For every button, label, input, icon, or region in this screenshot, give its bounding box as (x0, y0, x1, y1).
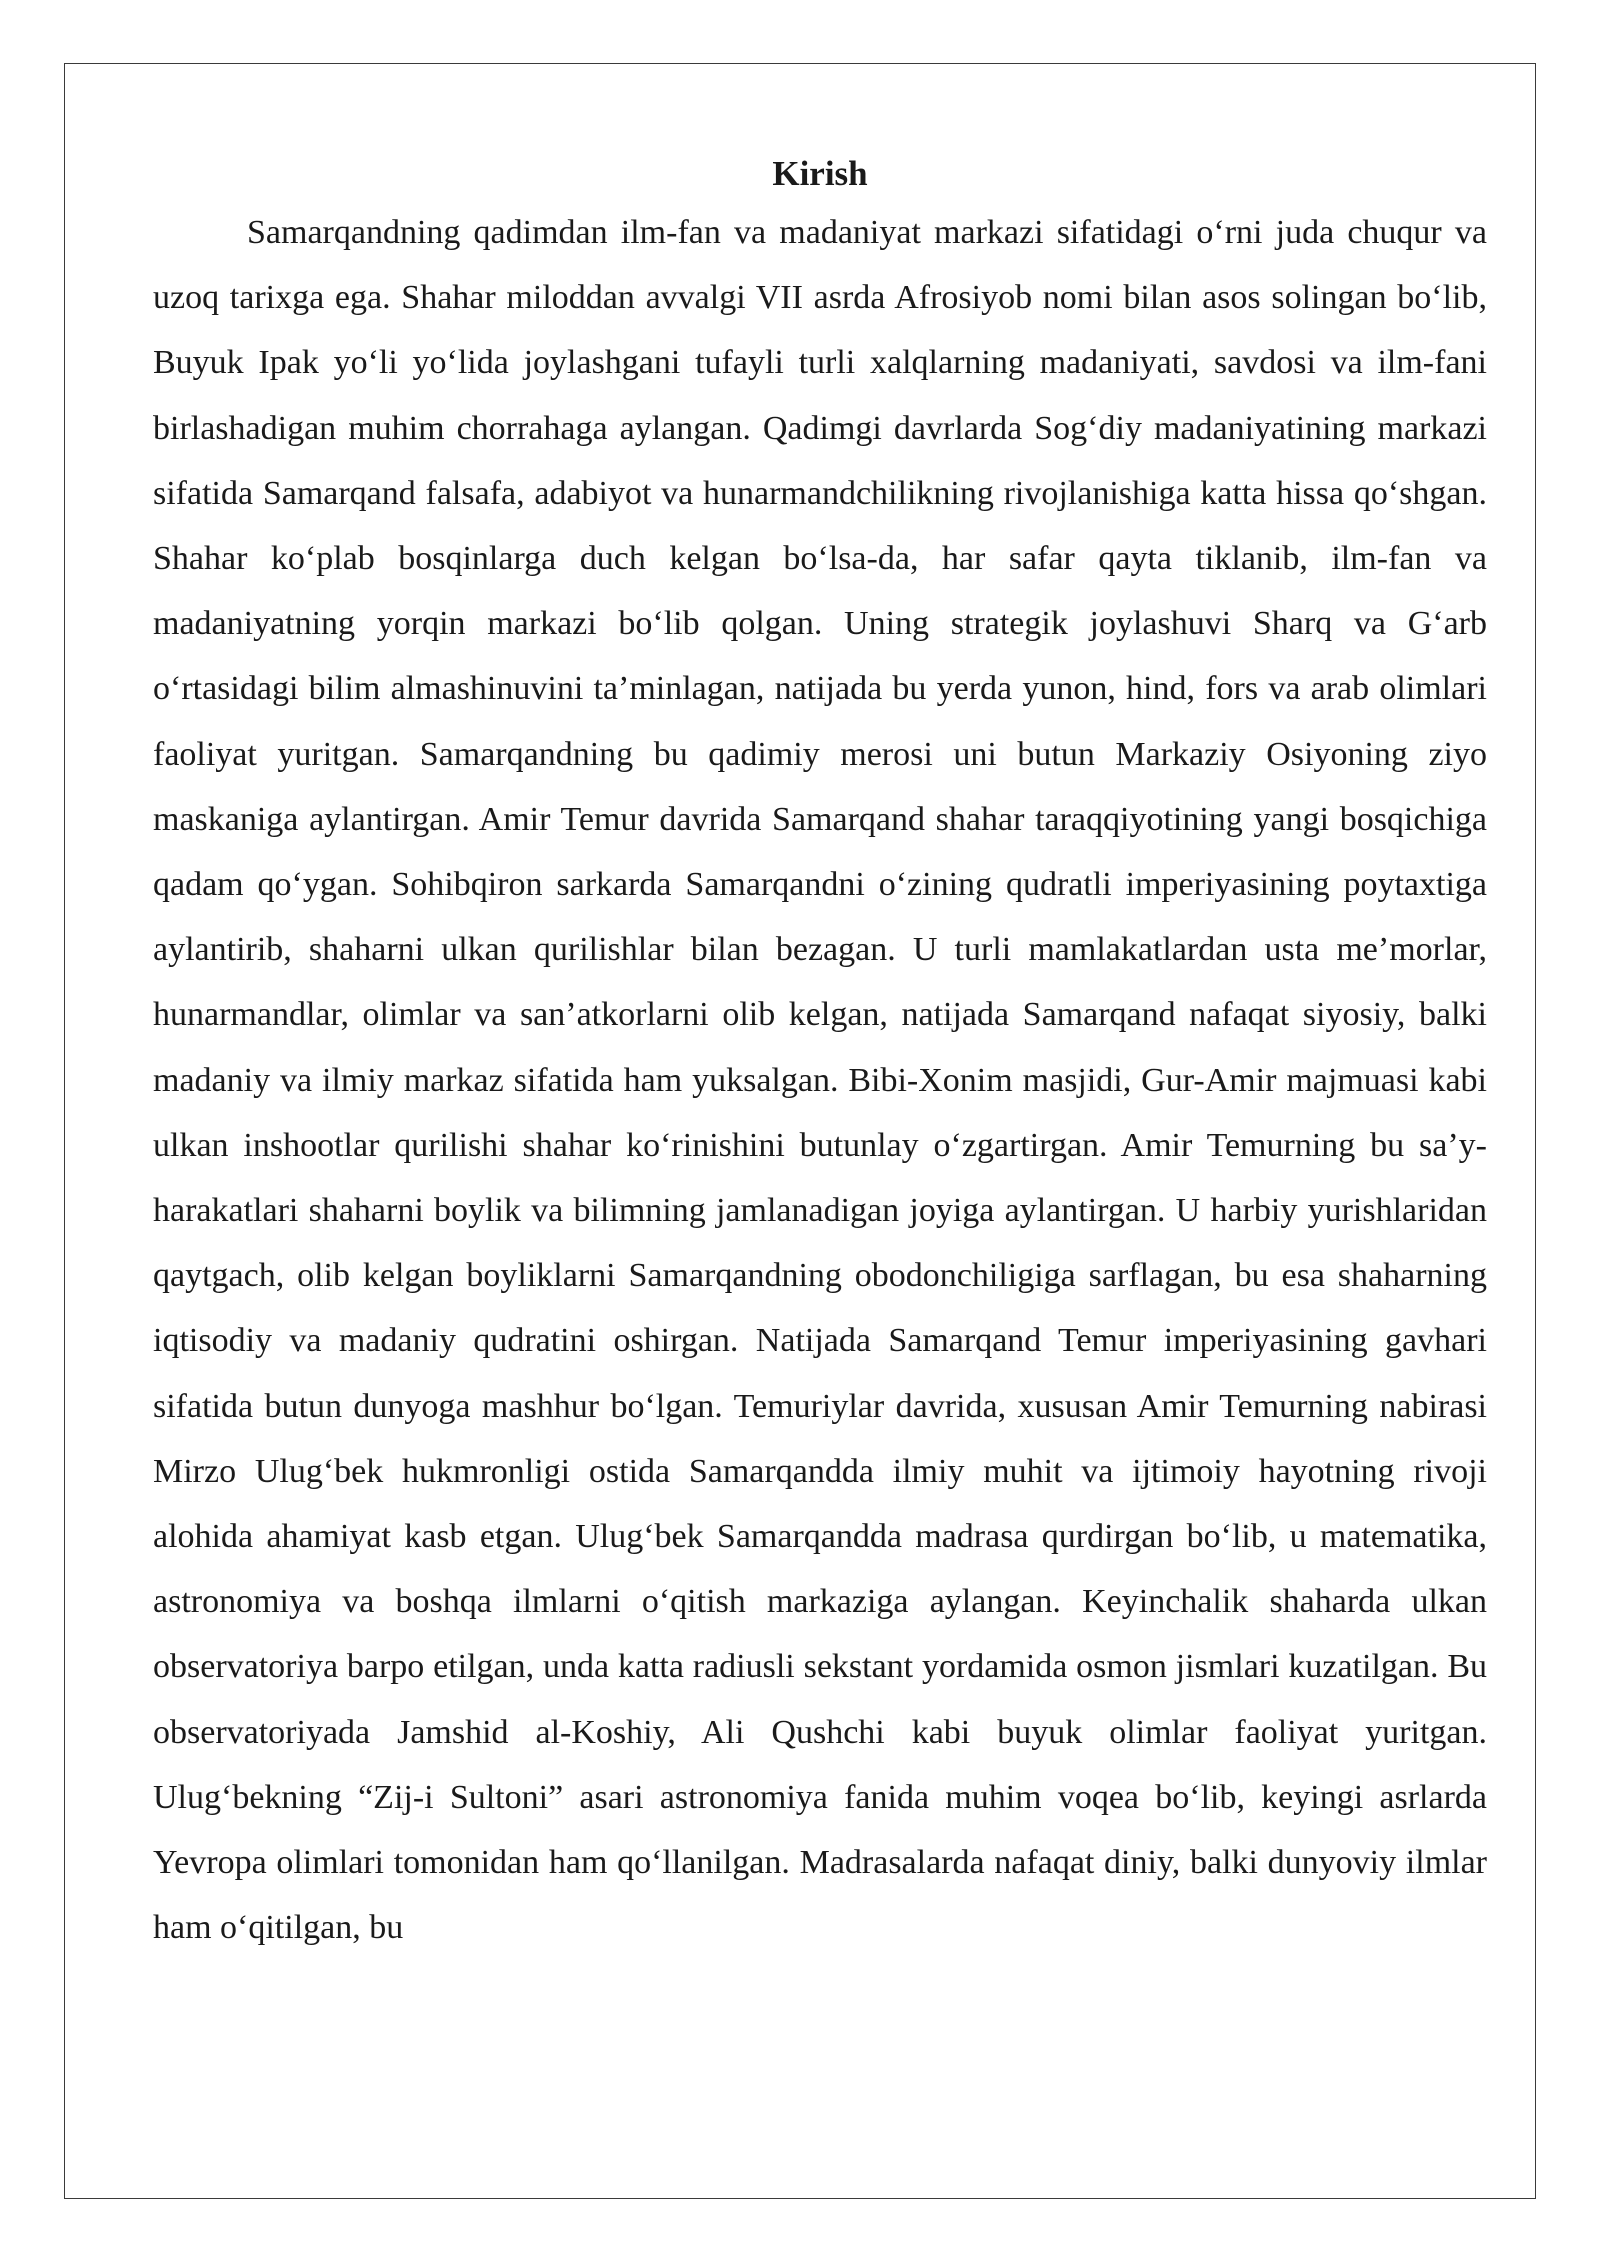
document-title: Kirish (772, 154, 868, 193)
body-paragraph: Samarqandning qadimdan ilm-fan va madaniyat markazi sifatidagi o‘rni juda chuqur va uzoq tarixga ega. Shahar miloddan avvalgi VII asrda Afrosiyob nomi bilan asos solingan bo‘lib, Buyuk Ipak yo‘li yo‘lida joylashgani tufayli turli xalqlarning madaniyati, savdosi va ilm-fani birlashadigan muhim chorrahaga aylangan. Qadimgi davrlarda Sog‘diy madaniyatining markazi sifatida Samarqand falsafa, adabiyot va hunarmandchilikning rivojlanishiga katta hissa qo‘shgan. Shahar ko‘plab bosqinlarga duch kelgan bo‘lsa-da, har safar qayta tiklanib, ilm-fan va madaniyatning yorqin markazi bo‘lib qolgan. Uning strategik joylashuvi Sharq va G‘arb o‘rtasidagi bilim almashinuvini ta’minlagan, natijada bu yerda yunon, hind, fors va arab olimlari faoliyat yuritgan. Samarqandning bu qadimiy merosi uni butun Markaziy Osiyoning ziyo maskaniga aylantirgan. Amir Temur davrida Samarqand shahar taraqqiyotining yangi bosqichiga qadam qo‘ygan. Sohibqiron sarkarda Samarqandni o‘zining qudratli imperiyasining poytaxtiga aylantirib, shaharni ulkan qurilishlar bilan bezagan. U turli mamlakatlardan usta me’morlar, hunarmandlar, olimlar va san’atkorlarni olib kelgan, natijada Samarqand nafaqat siyosiy, balki madaniy va ilmiy markaz sifatida ham yuksalgan. Bibi-Xonim masjidi, Gur-Amir majmuasi kabi ulkan inshootlar qurilishi shahar ko‘rinishini butunlay o‘zgartirgan. Amir Temurning bu sa’y-harakatlari shaharni boylik va bilimning jamlanadigan joyiga aylantirgan. U harbiy yurishlaridan qaytgach, olib kelgan boyliklarni Samarqandning obodonchiligiga sarflagan, bu esa shaharning iqtisodiy va madaniy qudratini oshirgan. Natijada Samarqand Temur imperiyasining gavhari sifatida butun dunyoga mashhur bo‘lgan. Temuriylar davrida, xususan Amir Temurning nabirasi Mirzo Ulug‘bek hukmronligi ostida Samarqandda ilmiy muhit va ijtimoiy hayotning rivoji alohida ahamiyat kasb etgan. Ulug‘bek Samarqandda madrasa qurdirgan bo‘lib, u matematika, astronomiya va boshqa ilmlarni o‘qitish markaziga aylangan. Keyinchalik shaharda ulkan observatoriya barpo etilgan, unda katta radiusli sekstant yordamida osmon jismlari kuzatilgan. Bu observatoriyada Jamshid al-Koshiy, Ali Qushchi kabi buyuk olimlar faoliyat yuritgan. Ulug‘bekning “Zij-i Sultoni” asari astronomiya fanida muhim voqea bo‘lib, keyingi asrlarda Yevropa olimlari tomonidan ham qo‘llanilgan. Madrasalarda nafaqat diniy, balki dunyoviy ilmlar ham o‘qitilgan, bu (153, 214, 1487, 1947)
document-body (153, 148, 1487, 1960)
